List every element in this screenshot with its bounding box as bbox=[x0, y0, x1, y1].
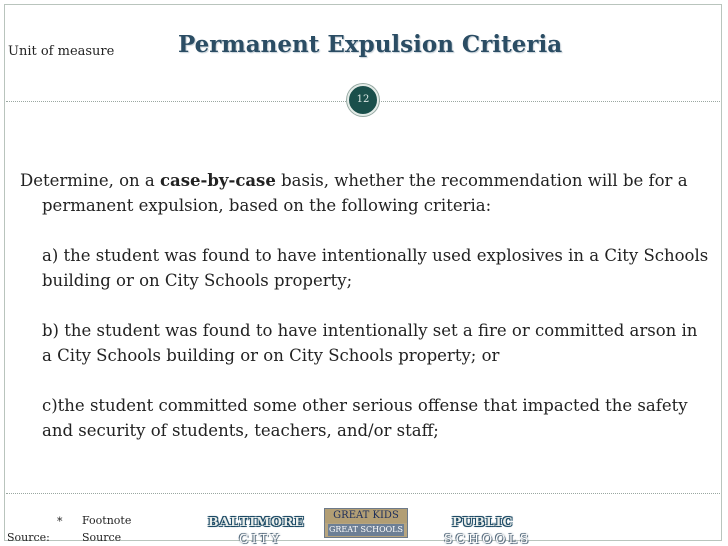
logo-top-text: GREAT KIDS bbox=[325, 509, 407, 523]
footnote-marker: * bbox=[57, 515, 63, 528]
page-number: 12 bbox=[356, 94, 370, 105]
criterion-a: a) the student was found to have intentionally used explosives in a City Schools building or on City Schools property; bbox=[42, 246, 709, 290]
brand-word-city: CITY bbox=[239, 531, 283, 546]
great-kids-logo bbox=[324, 508, 408, 538]
logo-bottom-text: GREAT SCHOOLS bbox=[329, 525, 403, 534]
criterion-c: c)the student committed some other serious offense that impacted the safety and security of students, teachers, and/or staff; bbox=[42, 396, 688, 440]
brand-word-public: PUBLIC bbox=[452, 514, 514, 529]
slide-title: Permanent Expulsion Criteria bbox=[178, 31, 563, 58]
intro-bold-text: case-by-case bbox=[159, 171, 276, 190]
intro-text-before: Determine, on a bbox=[20, 171, 160, 190]
slide-body bbox=[20, 168, 710, 443]
intro-text-after: basis, whether the recommendation will be for a permanent expulsion, based on the following criteria: bbox=[42, 171, 688, 215]
source-label: Source: bbox=[7, 531, 50, 544]
page-number-badge bbox=[347, 84, 379, 116]
unit-of-measure-label: Unit of measure bbox=[8, 44, 115, 59]
brand-word-baltimore: BALTIMORE bbox=[208, 514, 305, 529]
footnote-text: Footnote bbox=[82, 514, 132, 527]
brand-word-schools: SCHOOLS bbox=[444, 531, 532, 546]
source-text: Source bbox=[82, 531, 122, 544]
criterion-b: b) the student was found to have intentionally set a fire or committed arson in a City Schools building or on City Schools property; or bbox=[42, 321, 698, 365]
footer-divider bbox=[6, 493, 720, 494]
intro-paragraph bbox=[20, 168, 710, 218]
